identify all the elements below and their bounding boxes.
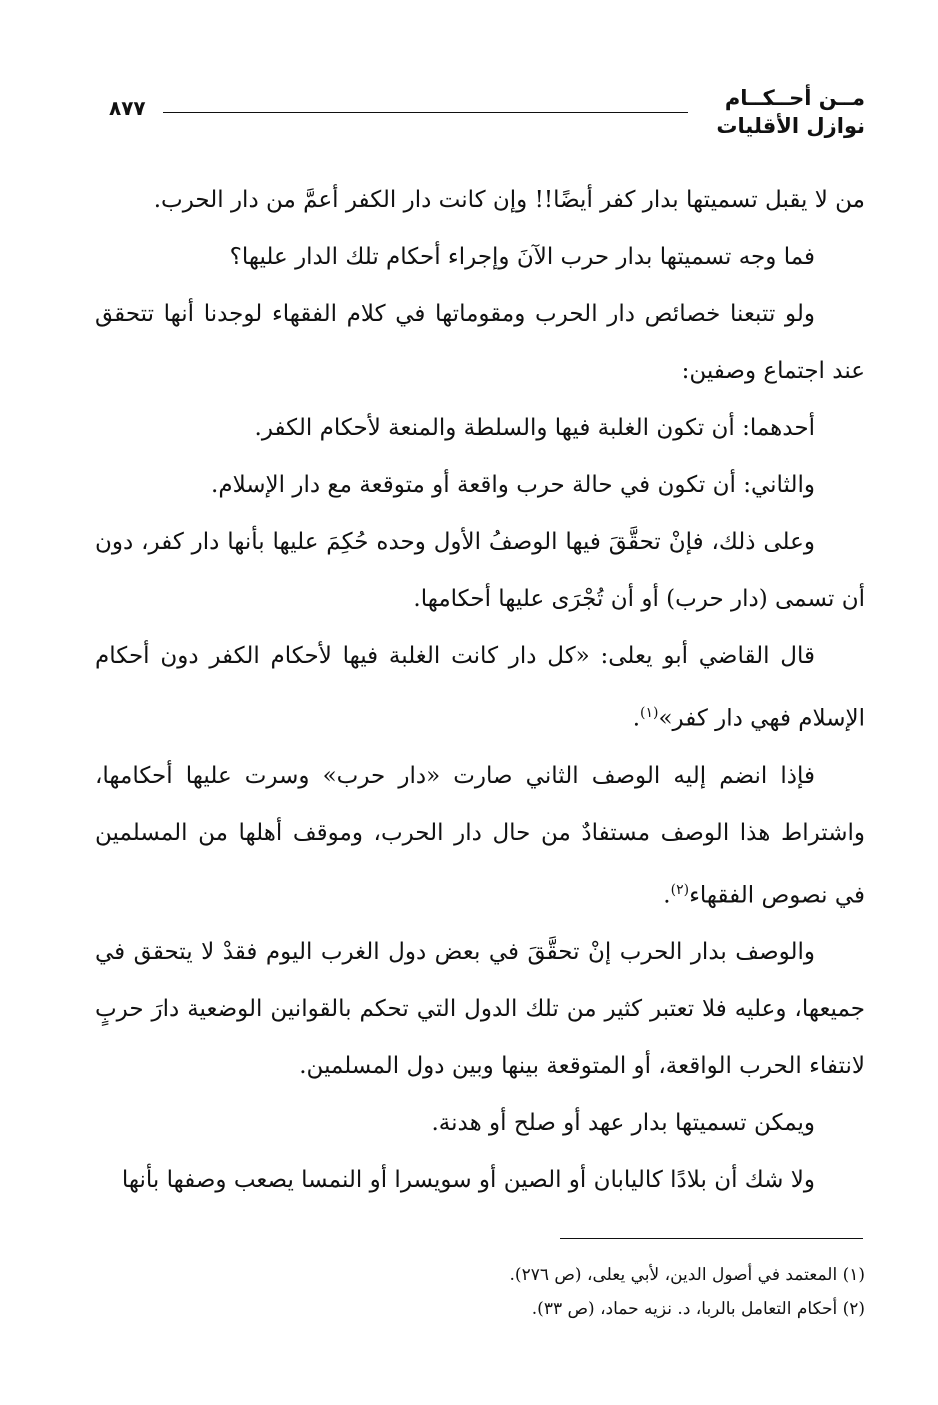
header-rule bbox=[163, 112, 688, 113]
paragraph-7 bbox=[95, 628, 865, 748]
paragraph-2: فما وجه تسميتها بدار حرب الآنَ وإجراء أحكام تلك الدار عليها؟ bbox=[229, 244, 815, 270]
paragraph-8-text: فإذا انضم إليه الوصف الثاني صارت «دار حرب» وسرت عليها أحكامها، واشتراط هذا الوصف مستفادٌ من حال دار الحرب، وموقف أهلها من المسلمين في نصوص الفقهاء bbox=[95, 762, 865, 909]
book-title-line1: مــن أحــكــام bbox=[724, 86, 865, 110]
page-number: ٨٧٧ bbox=[109, 96, 146, 120]
footnote-2: (٢) أحكام التعامل بالربا، د. نزيه حماد، (ص ٣٣). bbox=[531, 1299, 865, 1319]
paragraph-9: والوصف بدار الحرب إنْ تحقَّقَ في بعض دول الغرب اليوم فقدْ لا يتحقق في جميعها، وعليه فلا تعتبر كثير من تلك الدول التي تحكم بالقوانين الوضعية دارَ حربٍ لانتفاء الحرب الواقعة، أو المتوقعة بينها وبين دول المسلمين. bbox=[95, 939, 865, 1080]
page-header bbox=[95, 84, 865, 154]
paragraph-6: وعلى ذلك، فإنْ تحقَّقَ فيها الوصفُ الأول وحده حُكِمَ عليها بأنها دار كفر، دون أن تسمى (دار حرب) أو أن تُجْرَى عليها أحكامها. bbox=[95, 529, 865, 612]
body-text bbox=[95, 172, 865, 1209]
footnotes bbox=[95, 1258, 865, 1326]
paragraph-11: ولا شك أن بلادًا كاليابان أو الصين أو سويسرا أو النمسا يصعب وصفها بأنها bbox=[121, 1167, 815, 1194]
paragraph-8 bbox=[95, 748, 865, 925]
paragraph-7-text: قال القاضي أبو يعلى: «كل دار كانت الغلبة فيها لأحكام الكفر دون أحكام الإسلام فهي دار كفر» bbox=[95, 643, 865, 732]
footnote-1: (١) المعتمد في أصول الدين، لأبي يعلى، (ص ٢٧٦). bbox=[509, 1265, 865, 1285]
book-title-line2: نوازل الأقليات bbox=[716, 114, 865, 138]
book-title bbox=[716, 84, 865, 140]
paragraph-1: من لا يقبل تسميتها بدار كفر أيضًا!! وإن كانت دار الكفر أعمَّ من دار الحرب. bbox=[153, 187, 865, 213]
paragraph-8-period: . bbox=[663, 882, 671, 909]
footnote-ref-2[interactable]: (٢) bbox=[670, 881, 690, 898]
footnote-separator bbox=[560, 1238, 863, 1239]
paragraph-10: ويمكن تسميتها بدار عهد أو صلح أو هدنة. bbox=[431, 1110, 815, 1137]
paragraph-5: والثاني: أن تكون في حالة حرب واقعة أو متوقعة مع دار الإسلام. bbox=[211, 472, 815, 498]
paragraph-7-period: . bbox=[632, 705, 640, 732]
paragraph-3: ولو تتبعنا خصائص دار الحرب ومقوماتها في كلام الفقهاء لوجدنا أنها تتحقق عند اجتماع وصفين: bbox=[95, 301, 865, 384]
paragraph-4: أحدهما: أن تكون الغلبة فيها والسلطة والمنعة لأحكام الكفر. bbox=[254, 415, 815, 441]
footnote-ref-1[interactable]: (١) bbox=[640, 705, 659, 721]
